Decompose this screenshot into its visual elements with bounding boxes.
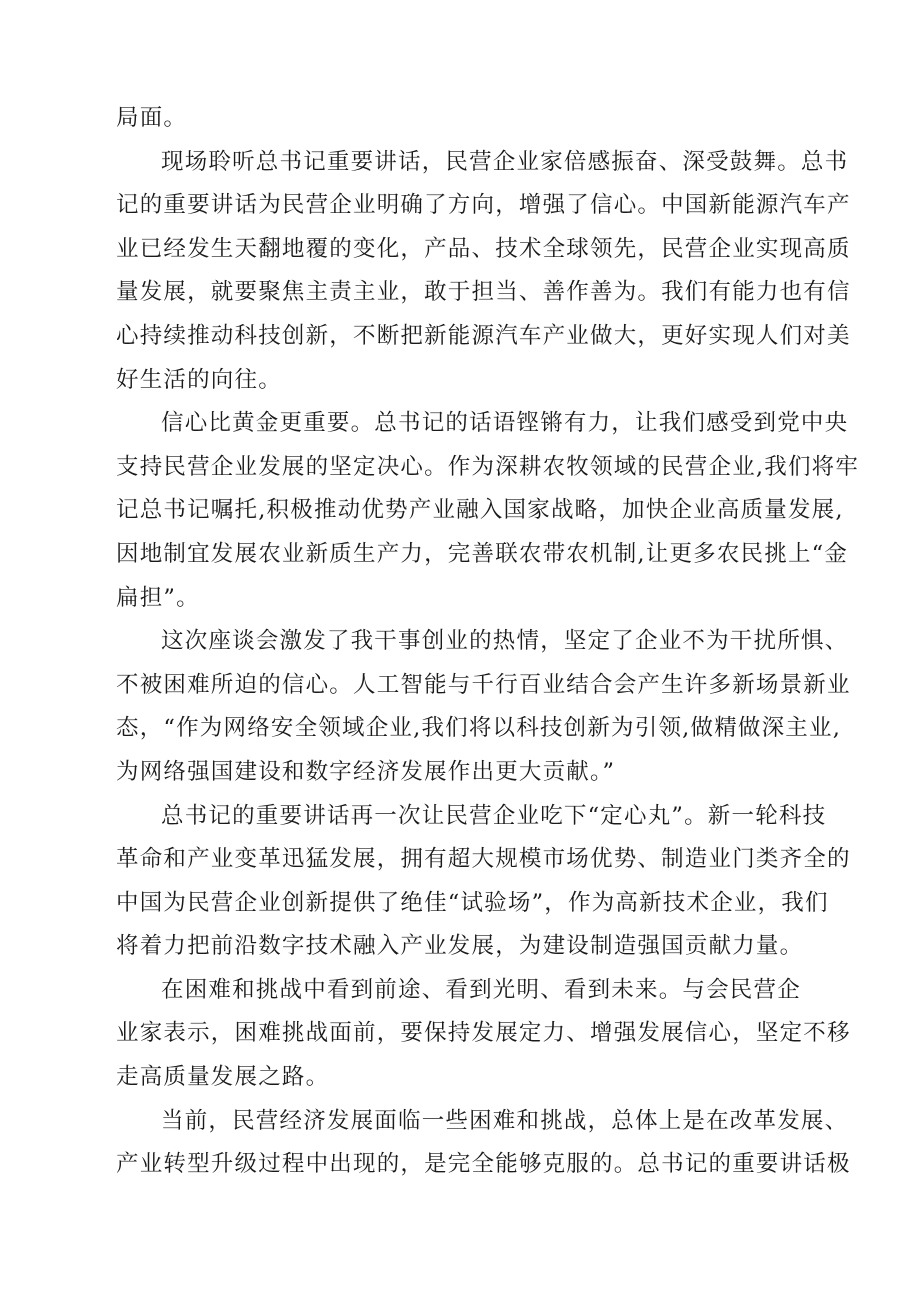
- text-line: 量发展，就要聚焦主责主业，敢于担当、善作善为。我们有能力也有信: [116, 279, 851, 306]
- text-line: 为网络强国建设和数字经济发展作出更大贡献。”: [116, 758, 616, 785]
- paragraph-challenges: [116, 1100, 851, 1187]
- paragraph-agriculture: [116, 402, 860, 620]
- text-line: 在困难和挑战中看到前途、看到光明、看到未来。与会民营企: [161, 976, 801, 1003]
- text-line: 这次座谈会激发了我干事创业的热情，坚定了企业不为干扰所惧、: [161, 628, 849, 655]
- text-line: 将着力把前沿数字技术融入产业发展，为建设制造强国贡献力量。: [116, 933, 804, 960]
- text-line: 态，“作为网络安全领域企业,我们将以科技创新为引领,做精做深主业,: [116, 715, 842, 742]
- text-line: 记的重要讲话为民营企业明确了方向，增强了信心。中国新能源汽车产: [116, 192, 851, 219]
- text-line: 好生活的向往。: [116, 366, 282, 393]
- text-line: 心持续推动科技创新，不断把新能源汽车产业做大，更好实现人们对美: [116, 322, 851, 349]
- text-line: 当前，民营经济发展面临一些困难和挑战，总体上是在改革发展、: [161, 1107, 849, 1134]
- text-line: 信心比黄金更重要。总书记的话语铿锵有力，让我们感受到党中央: [161, 410, 849, 437]
- paragraph-cybersecurity: [116, 620, 851, 794]
- text-line: 产业转型升级过程中出现的，是完全能够克服的。总书记的重要讲话极: [116, 1151, 851, 1178]
- text-line: 中国为民营企业创新提供了绝佳“试验场”，作为高新技术企业，我们: [116, 889, 829, 916]
- text-line: 记总书记嘱托,积极推动优势产业融入国家战略，加快企业高质量发展,: [116, 497, 844, 524]
- paragraph-confidence: [116, 969, 851, 1100]
- text-line: 业已经发生天翻地覆的变化，产品、技术全球领先，民营企业实现高质: [116, 235, 851, 262]
- text-line: 走高质量发展之路。: [116, 1064, 330, 1091]
- text-line: 业家表示，困难挑战面前，要保持发展定力、增强发展信心，坚定不移: [116, 1020, 851, 1047]
- text-line: 局面。: [116, 105, 188, 131]
- text-line: 扁担”。: [116, 584, 200, 611]
- text-line: 现场聆听总书记重要讲话，民营企业家倍感振奋、深受鼓舞。总书: [161, 148, 849, 175]
- text-line: 不被困难所迫的信心。人工智能与千行百业结合会产生许多新场景新业: [116, 671, 851, 698]
- paragraph-continuation: [116, 97, 836, 141]
- text-line: 总书记的重要讲话再一次让民营企业吃下“定心丸”。新一轮科技: [161, 802, 827, 829]
- text-line: 支持民营企业发展的坚定决心。作为深耕农牧领域的民营企业,我们将牢: [116, 453, 860, 480]
- paragraph-ev-industry: [116, 141, 851, 403]
- paragraph-manufacturing: [116, 795, 851, 969]
- text-line: 因地制宜发展农业新质生产力，完善联农带农机制,让更多农民挑上“金: [116, 540, 849, 567]
- text-line: 革命和产业变革迅猛发展，拥有超大规模市场优势、制造业门类齐全的: [116, 846, 851, 873]
- body-text: [116, 97, 860, 1187]
